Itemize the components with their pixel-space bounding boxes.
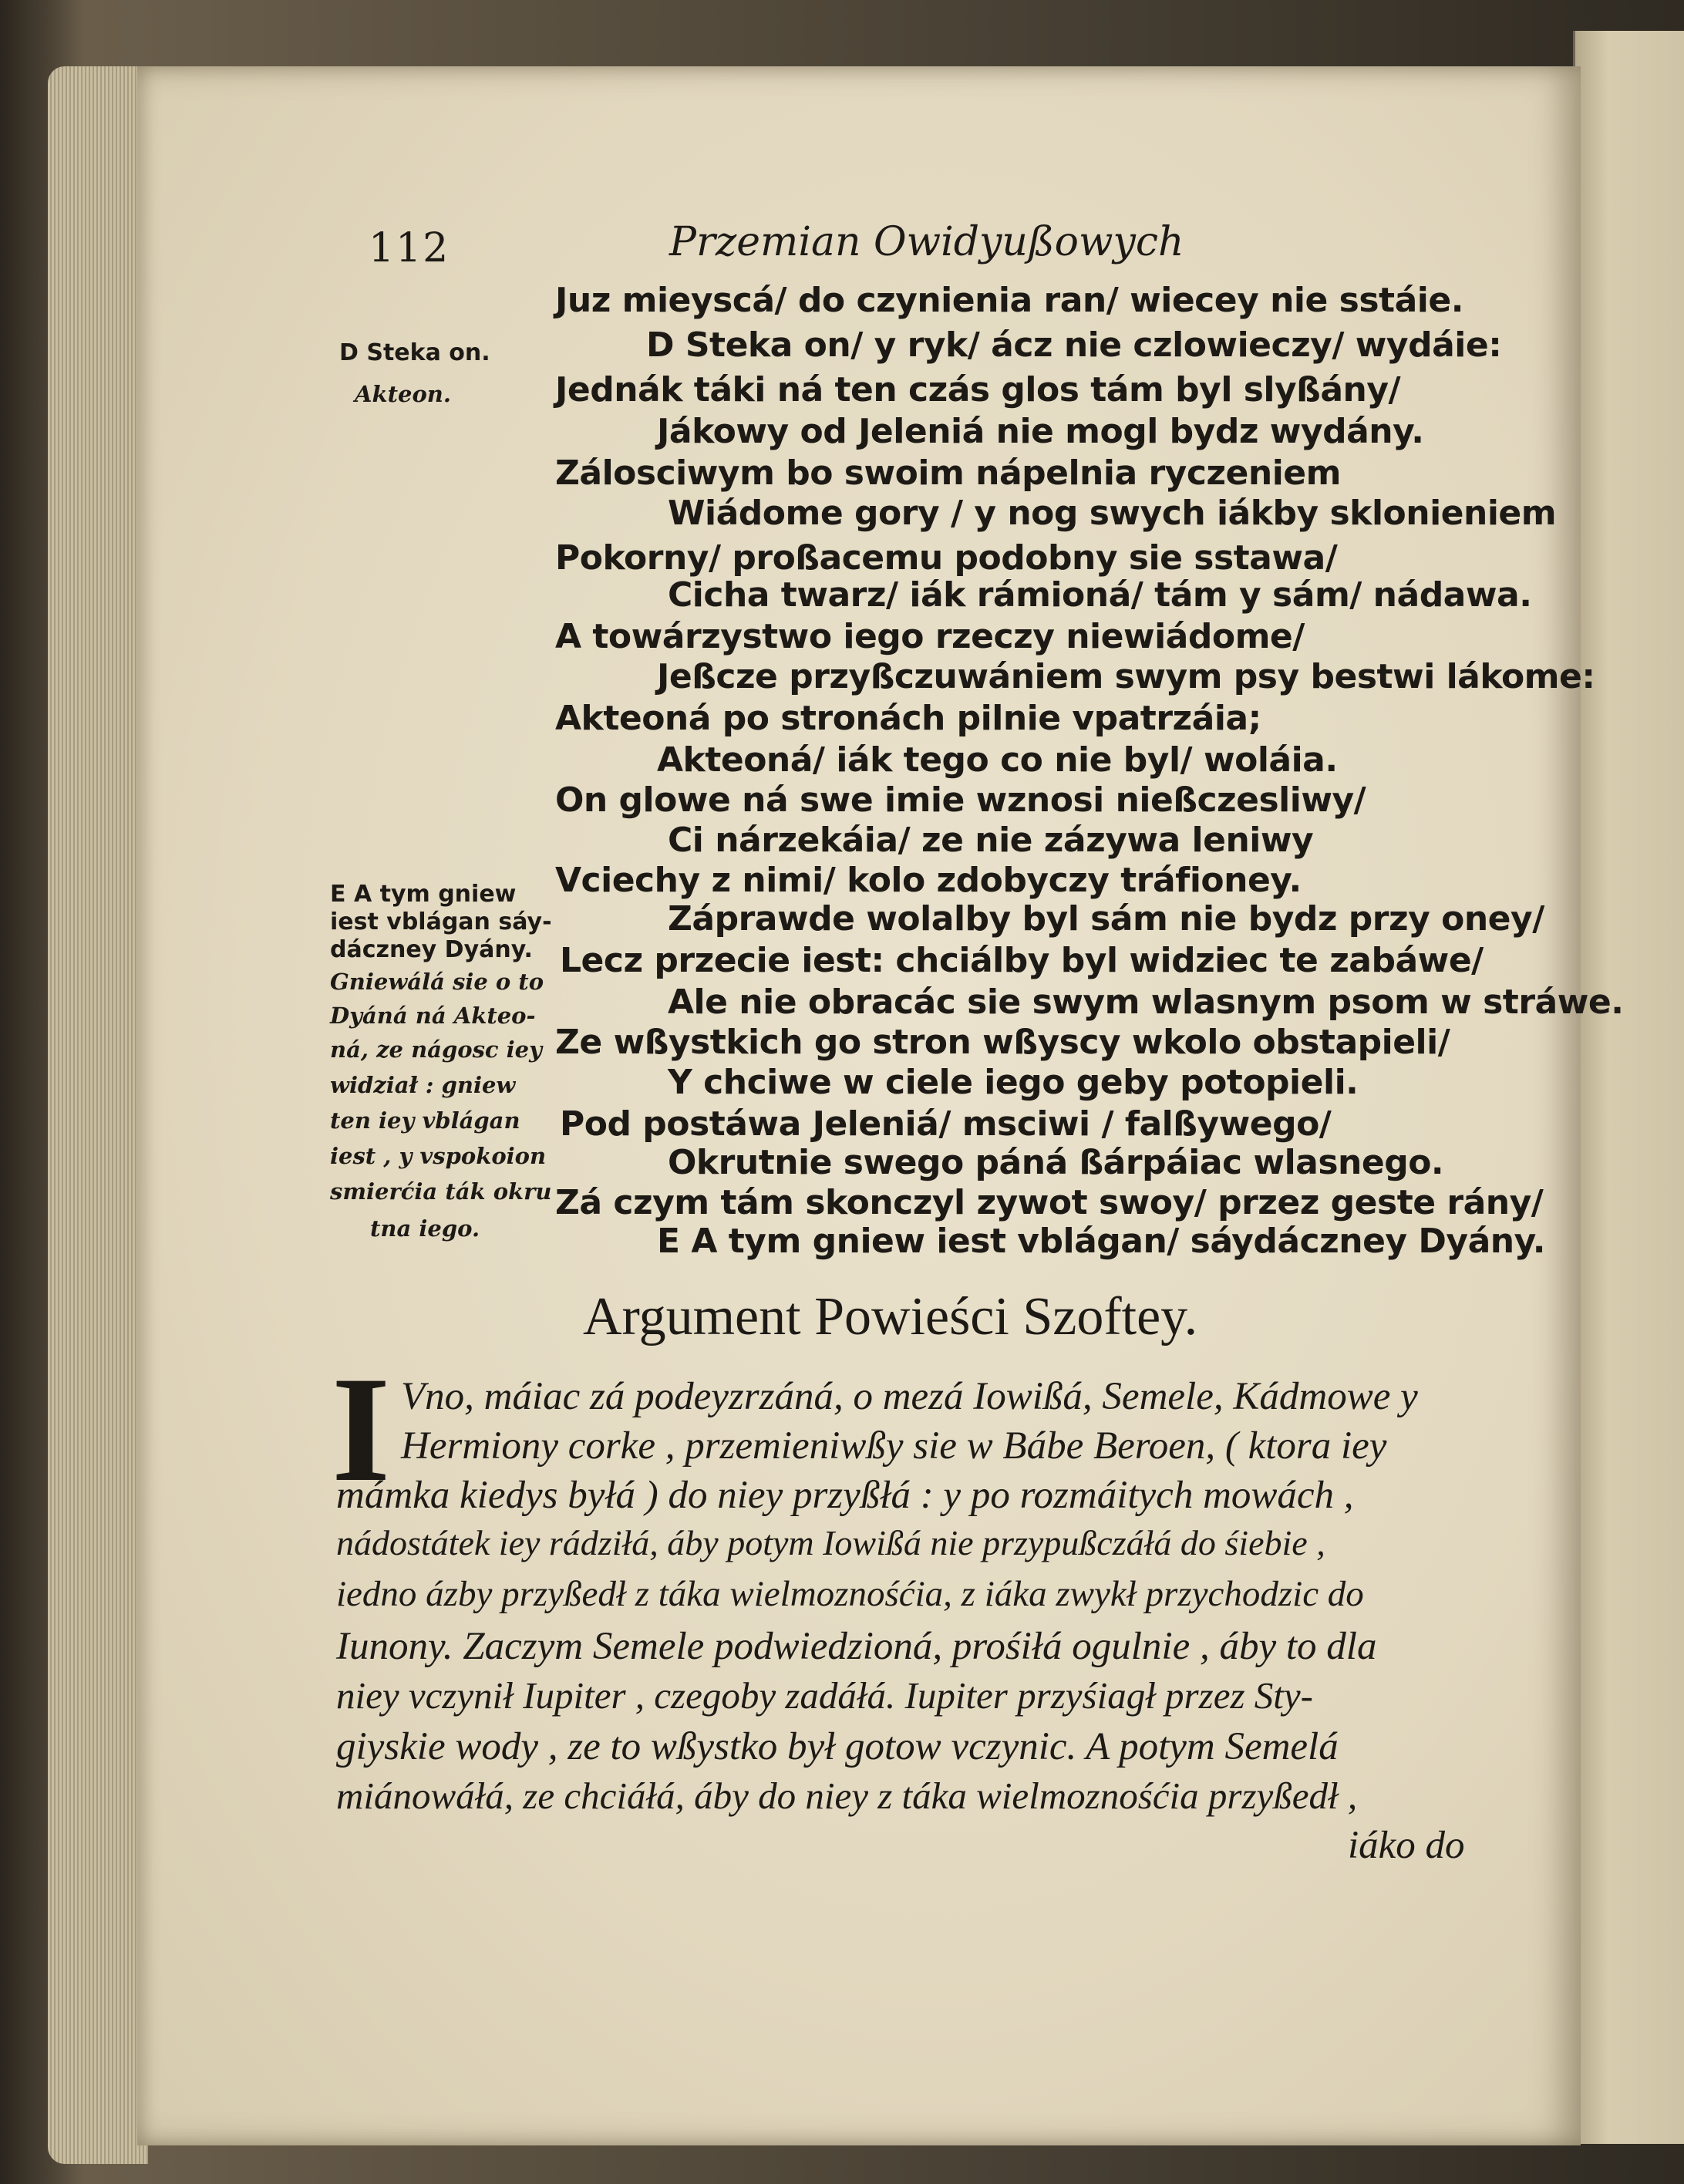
verse-line: Zálosciwym bo swoim nápelnia ryczeniem	[555, 453, 1341, 493]
margin-note: D Steka on.	[339, 339, 490, 366]
prose-line: Iunony. Zaczym Semele podwiedzioná, prośiłá ogulnie , áby to dla	[336, 1625, 1377, 1668]
verse-line: Jednák táki ná ten czás glos tám byl slyßány/	[555, 370, 1401, 410]
prose-line: mámka kiedys byłá ) do niey przyßłá : y po rozmáitych mowách ,	[336, 1474, 1354, 1517]
verse-line: Pod postáwa Jeleniá/ msciwi / falßywego/	[560, 1104, 1332, 1144]
margin-note: widział : gniew	[330, 1072, 516, 1098]
verse-line: Ale nie obracác sie swym wlasnym psom w stráwe.	[668, 982, 1624, 1022]
verse-line: On glowe ná swe imie wznosi nießczesliwy/	[555, 780, 1366, 820]
verse-line: Wiádome gory / y nog swych iákby sklonieniem	[668, 494, 1557, 533]
verse-line: Akteoná/ iák tego co nie byl/ woláia.	[657, 740, 1338, 780]
prose-line: nádostátek iey rádziłá, áby potym Iowißá nie przypußczáłá do śiebie ,	[336, 1523, 1325, 1562]
verse-line: Akteoná po stronách pilnie vpatrzáia;	[555, 699, 1261, 738]
section-heading: Argument Powieści Szoftey.	[583, 1287, 1198, 1346]
margin-note: Gniewálá sie o to	[330, 969, 544, 995]
verse-line: E A tym gniew iest vblágan/ sáydáczney Dyány.	[657, 1222, 1545, 1261]
verse-line: Pokorny/ proßacemu podobny sie sstawa/	[555, 538, 1338, 578]
prose-line: niey vczynił Iupiter , czegoby zadáłá. Iupiter przyśiagł przez Sty-	[336, 1674, 1313, 1717]
margin-note: dáczney Dyány.	[330, 936, 533, 963]
page-stack-edges	[48, 66, 148, 2164]
facing-page-edge	[1573, 31, 1684, 2144]
verse-line: Lecz przecie iest: chciálby byl widziec te zabáwe/	[560, 941, 1484, 980]
prose-line: Vno, máiac zá podeyzrzáná, o mezá Iowißá, Semele, Kádmowe y	[401, 1375, 1418, 1418]
margin-note: iest , y vspokoion	[330, 1143, 547, 1169]
verse-line: Záprawde wolalby byl sám nie bydz przy oney/	[668, 899, 1544, 939]
verse-line: D Steka on/ y ryk/ ácz nie czlowieczy/ wydáie:	[646, 325, 1502, 365]
margin-note: iest vblágan sáy-	[330, 908, 552, 935]
verse-line: Ze wßystkich go stron wßyscy wkolo obstapieli/	[555, 1023, 1450, 1062]
verse-line: Jeßcze przyßczuwániem swym psy bestwi lákome:	[657, 657, 1595, 696]
verse-line: Ci nárzekáia/ ze nie zázywa leniwy	[668, 821, 1314, 860]
margin-note: Akteon.	[355, 381, 451, 407]
prose-line: iedno ázby przyßedł z táka wielmoznośćia, z iáka zwykł przychodzic do	[336, 1574, 1364, 1614]
running-head: Przemian Owidyußowych	[669, 219, 1184, 265]
prose-line: miánowáłá, ze chciáłá, áby do niey z táka wielmoznośćia przyßedł ,	[336, 1775, 1358, 1817]
margin-note: ten iey vblágan	[330, 1107, 520, 1134]
margin-note: ná, ze nágosc iey	[330, 1036, 542, 1063]
margin-note: Dyáná ná Akteo-	[330, 1003, 536, 1029]
margin-note: E A tym gniew	[330, 881, 517, 908]
verse-line: Zá czym tám skonczyl zywot swoy/ przez geste rány/	[555, 1183, 1544, 1222]
verse-line: Jákowy od Jeleniá nie mogl bydz wydány.	[657, 412, 1424, 451]
prose-line: Hermiony corke , przemieniwßy sie w Bábe Beroen, ( ktora iey	[401, 1424, 1387, 1468]
initial-capital: I	[332, 1346, 391, 1513]
folio-number: 112	[369, 225, 450, 271]
catchword: iáko do	[1348, 1824, 1465, 1867]
verse-line: Vciechy z nimi/ kolo zdobyczy tráfioney.	[555, 861, 1302, 900]
margin-note: smierćia ták okru	[330, 1178, 552, 1205]
verse-line: Cicha twarz/ iák rámioná/ tám y sám/ nádawa.	[668, 575, 1532, 615]
margin-note: tna iego.	[370, 1215, 480, 1242]
verse-line: Juz mieyscá/ do czynienia ran/ wiecey nie sstáie.	[555, 281, 1463, 320]
prose-line: giyskie wody , ze to wßystko był gotow vczynic. A potym Semelá	[336, 1725, 1339, 1768]
verse-line: Y chciwe w ciele iego geby potopieli.	[668, 1063, 1359, 1102]
verse-line: A towárzystwo iego rzeczy niewiádome/	[555, 617, 1305, 656]
verse-line: Okrutnie swego páná ßárpáiac wlasnego.	[668, 1143, 1444, 1182]
